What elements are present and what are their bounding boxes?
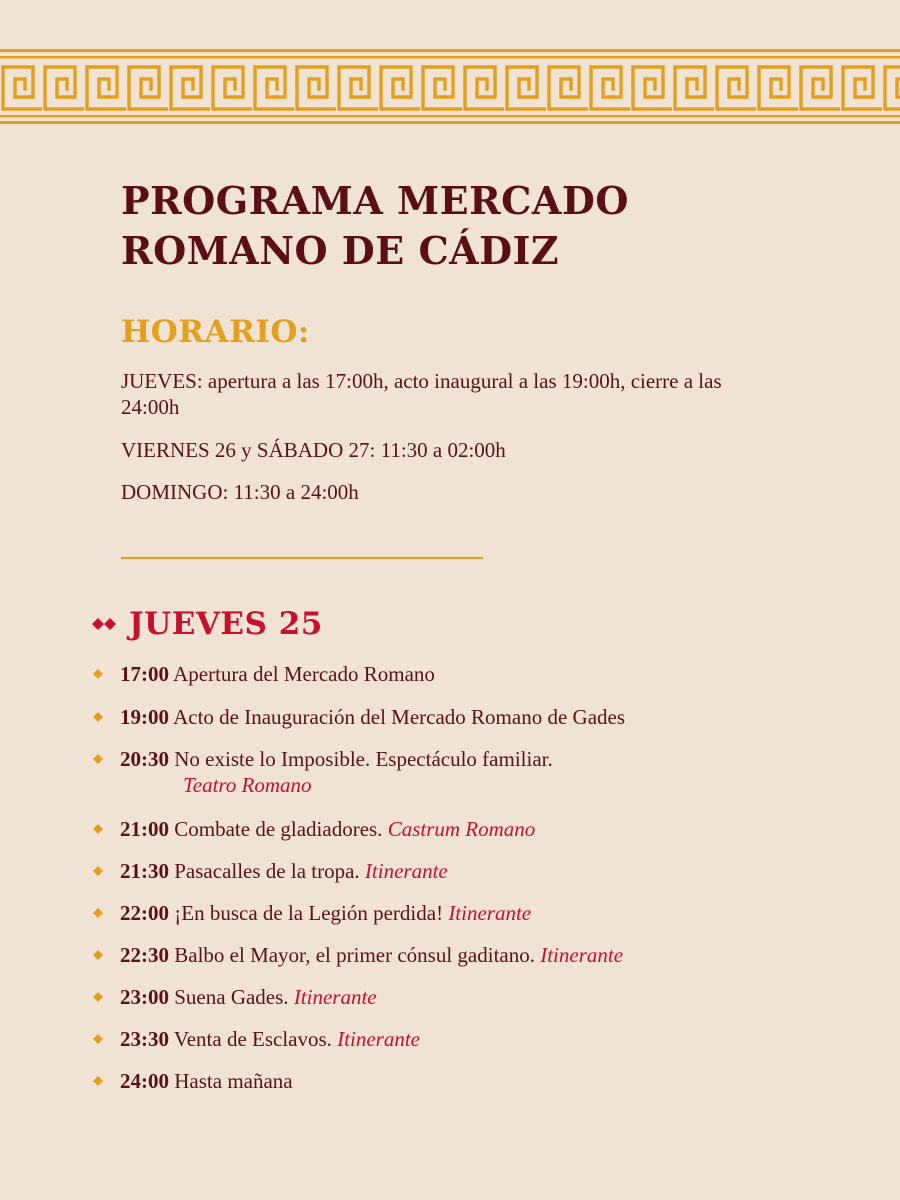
diamond-bullet-icon — [93, 908, 103, 918]
event-time: 22:00 — [120, 901, 169, 925]
event-time: 23:30 — [120, 1027, 169, 1051]
event-item — [93, 816, 873, 842]
event-time: 21:30 — [120, 859, 169, 883]
greek-key-border — [0, 48, 900, 126]
event-item — [93, 1068, 873, 1094]
diamond-bullet-icon — [93, 866, 103, 876]
event-location: Itinerante — [293, 985, 377, 1009]
event-time: 17:00 — [120, 662, 169, 686]
event-description: No existe lo Imposible. Espectáculo familiar. — [174, 747, 553, 771]
day-title: JUEVES 25 — [129, 606, 323, 642]
event-description: Hasta mañana — [174, 1069, 293, 1093]
diamond-bullet-icon — [93, 712, 103, 722]
section-divider — [121, 557, 483, 559]
event-location: Castrum Romano — [387, 817, 536, 841]
event-time: 21:00 — [120, 817, 169, 841]
event-location: Itinerante — [364, 859, 448, 883]
diamond-bullet-icon — [93, 950, 103, 960]
event-time: 23:00 — [120, 985, 169, 1009]
event-description: Combate de gladiadores. — [174, 817, 383, 841]
event-description: Balbo el Mayor, el primer cónsul gaditano. — [174, 943, 535, 967]
horario-line-viernes-sabado: VIERNES 26 y SÁBADO 27: 11:30 a 02:00h — [121, 438, 506, 462]
event-time: 24:00 — [120, 1069, 169, 1093]
diamond-bullet-icon — [93, 824, 103, 834]
diamond-bullet-icon — [93, 669, 103, 679]
diamond-bullet-icon — [93, 1076, 103, 1086]
horario-heading: HORARIO: — [121, 314, 310, 350]
event-description: ¡En busca de la Legión perdida! — [174, 901, 444, 925]
event-location: Itinerante — [540, 943, 624, 967]
event-item — [93, 984, 873, 1010]
event-time: 19:00 — [120, 705, 169, 729]
event-description: Acto de Inauguración del Mercado Romano de Gades — [173, 705, 626, 729]
event-item — [93, 746, 873, 798]
event-location: Itinerante — [337, 1027, 420, 1051]
event-item — [93, 942, 873, 968]
event-item — [93, 1026, 873, 1052]
diamond-bullet-icon — [93, 1034, 103, 1044]
diamond-bullet-icon — [93, 992, 103, 1002]
horario-line-jueves: JUEVES: apertura a las 17:00h, acto inaugural a las 19:00h, cierre a las 24:00h — [121, 369, 722, 419]
event-item — [93, 858, 873, 884]
day-heading — [91, 606, 323, 642]
event-location: Teatro Romano — [183, 773, 312, 797]
double-diamond-icon — [91, 616, 121, 632]
horario-line-domingo: DOMINGO: 11:30 a 24:00h — [121, 480, 359, 504]
event-description: Suena Gades. — [174, 985, 289, 1009]
event-description: Apertura del Mercado Romano — [173, 662, 435, 686]
event-item — [93, 704, 873, 730]
event-item — [93, 900, 873, 926]
diamond-bullet-icon — [93, 754, 103, 764]
event-description: Pasacalles de la tropa. — [174, 859, 360, 883]
event-time: 22:30 — [120, 943, 169, 967]
event-location: Itinerante — [448, 901, 532, 925]
event-time: 20:30 — [120, 747, 169, 771]
page-title: PROGRAMA MERCADO ROMANO DE CÁDIZ — [121, 178, 629, 273]
event-description: Venta de Esclavos. — [173, 1027, 332, 1051]
event-item — [93, 661, 873, 687]
